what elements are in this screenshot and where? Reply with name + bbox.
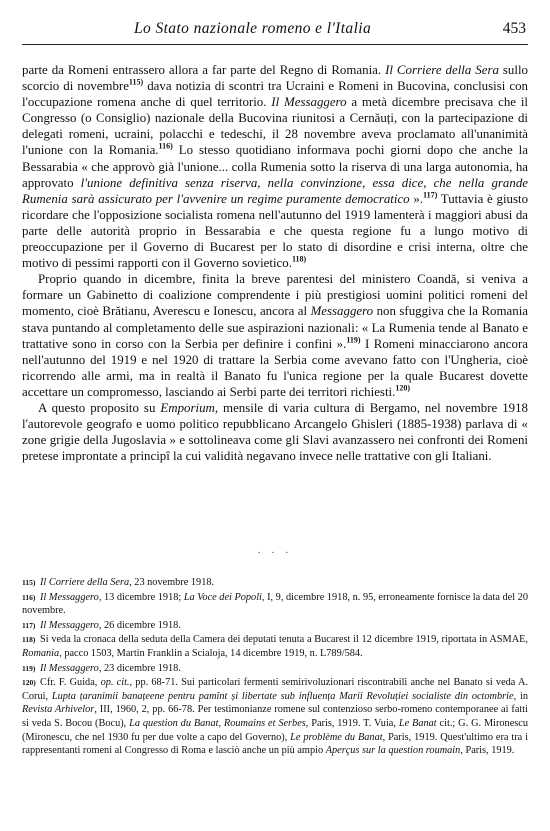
footnote-reference: 118) (291, 254, 307, 264)
text-run: , 13 dicembre 1918; (98, 591, 184, 603)
text-run: Cfr. F. Guida, (40, 677, 101, 689)
text-run: , Paris, 1919. T. Vuia, (305, 717, 399, 729)
text-run: cit.; G. G. Mironescu (Mironescu, che nel 1930 fu per due volte a capo del Governo), (22, 717, 529, 743)
text-run: , Paris, 1919. (460, 745, 515, 757)
footnote-reference: 119) (346, 335, 361, 345)
text-run: ». (409, 191, 424, 206)
text-run: sullo scorcio di novembre (22, 63, 528, 94)
text-run: , 23 novembre 1918. (129, 577, 215, 588)
footnote (22, 633, 528, 660)
italic-text: Emporium (160, 400, 215, 415)
italic-text: La Voce dei Popoli (183, 591, 262, 603)
text-run: , 26 dicembre 1918. (98, 619, 181, 631)
footnote-number: 116) (22, 592, 36, 602)
footnotes (22, 576, 528, 759)
footnote-number: 118) (22, 635, 36, 645)
text-run: Lo stesso quotidiano informava pochi giorni dopo che anche la Bessarabia « che approvò già l'unione... colla Rumenia sotto la riserva di una larga autonomia, ha approvato (22, 143, 528, 190)
text-run: Si veda la cronaca della seduta della Camera dei deputati tenuta a Bucarest il 12 dicembre 1919, riportata in ASMAE, (40, 634, 528, 646)
text-run: a metà dicembre precisava che il Congresso (o Consiglio) nazionale della Bucovina riunitosi a Cernăuți, con la partecipazione di delegati romeni, ucraini, polacchi e tedeschi, il 28 novembre aveva proclamato all'unanimità l'unione con la Romania. (22, 95, 528, 158)
italic-text: La question du Banat, Roumains et Serbes (129, 717, 306, 729)
text-run: , I, 9, dicembre 1918, n. 95, erroneamente fornisce la data del 20 novembre. (22, 591, 528, 617)
footnote-number: 120) (22, 678, 36, 688)
footnote-number: 117) (22, 620, 36, 630)
footnote-reference: 120) (395, 383, 410, 393)
paragraph (22, 271, 528, 400)
italic-text: Lupta țaranimii banațeene pentru pamînt și libertate sub influența Marii Revoluției socialiste din octombrie (51, 690, 514, 702)
italic-text: op. cit. (100, 677, 130, 689)
text-run: , III, 1960, 2, pp. 66-78. Per testimonianze romene sul contenzioso serbo-romeno contemporanee ai fatti si veda S. Bocou (Bocu), (22, 704, 528, 729)
running-title: Lo Stato nazionale romeno e l'Italia (134, 20, 372, 37)
italic-text: Il Messaggero (40, 662, 99, 674)
text-run: I Romeni minacciarono ancora nell'autunno del 1919 e nel 1920 di trattare la Serbia come avevano fatto con l'Ungheria, cioè ricorrendo alle armi, ma in realtà il Banato fu l'unica regione per la quale Bucarest dovette accettare un compromesso, lasciando ai Serbi parte dei territori richiesti. (22, 336, 528, 399)
footnote-number: 115) (22, 578, 36, 587)
italic-text: Il Corriere della Sera (40, 577, 130, 588)
paragraph (22, 400, 528, 464)
running-header (22, 20, 528, 45)
italic-text: Il Corriere della Sera (385, 63, 499, 77)
italic-text: Revista Arhivelor (22, 704, 95, 716)
italic-text: Il Messaggero (40, 619, 99, 631)
italic-text: Messaggero (310, 304, 374, 319)
footnote (22, 576, 528, 590)
paragraph (22, 62, 528, 271)
footnote-number: 119) (22, 663, 36, 673)
italic-text: Romania (22, 647, 60, 659)
italic-text: Il Messaggero (271, 95, 347, 110)
italic-text: l'unione definitiva senza riserva, nella convinzione, essa dice, che nella grande Rumenia sarà assicurato per l'avvenire un regime puramente democratico (22, 175, 528, 206)
footnote (22, 591, 528, 618)
italic-text: Le problème du Banat (290, 731, 383, 743)
text-run: , 23 dicembre 1918. (98, 662, 181, 674)
text-run: dava notizia di scontri tra Ucraini e Romeni in Bucovina, conclusisi con l'occupazione romena anche di quel territorio. (22, 79, 528, 110)
text-run: Tuttavia è giusto ricordare che l'opposizione socialista romena nell'autunno del 1919 lamenterà i maggiori abusi da parte delle autorità proprio in Bessarabia e che questa regione fu a lungo motivo di preoccupazione per il Governo di Bucarest per lo stato di disordine e crisi interna, oltre che motivo di pessimi rapporti con il Governo sovietico. (22, 191, 529, 271)
footnote (22, 619, 528, 633)
text-run: , pp. 68-71. Sui particolari fermenti semirivoluzionari riscontrabili anche nel Banato si veda A. Corui, (22, 677, 529, 702)
footnote-reference: 116) (158, 142, 173, 152)
text-run: , mensile di varia cultura di Bergamo, nel novembre 1918 l'autorevole geografo e uomo politico repubblicano Arcangelo Ghisleri (1885-1938) parlava di « zone grigie della Jugoslavia » e sottolineava come gli Slavi avanzassero nei confronti dei Romeni pretese improntate a principî la cui validità negavano invece nelle trattative con gli Italiani. (22, 400, 528, 464)
italic-text: Aperçus sur la question roumain (325, 745, 461, 757)
text-run: non sfuggiva che la Romania stava puntando al completamento delle sue aspirazioni nazionali: « La Rumenia tende al Banato e trattative sono in corso con la Serbia per definire i confini ». (22, 304, 528, 351)
text-run: A questo proposito su (38, 400, 161, 415)
text-run: , Paris, 1919. Quest'ultimo era tra i rappresentanti romeni al Congresso di Roma e lasciò anche un più ampio (22, 731, 528, 757)
footnote (22, 662, 528, 676)
text-run: Proprio quando in dicembre, finita la breve parentesi del ministero Coandă, si veniva a formare un Gabinetto di coalizione comprendente i più prestigiosi uomini politici romeni del momento, cioè Brătianu, Averescu e Ionescu, ancora al (22, 272, 528, 319)
text-run: parte da Romeni entrassero allora a far parte del Regno di Romania. (22, 63, 386, 77)
text-run: , in (513, 690, 528, 702)
section-ornament: · · · (257, 548, 293, 559)
footnote-reference: 117) (423, 190, 438, 200)
text-run: , pacco 1503, Martin Franklin a Scialoja, 14 dicembre 1919, n. L789/584. (59, 647, 363, 659)
italic-text: Le Banat (398, 717, 437, 729)
page-number: 453 (502, 20, 526, 37)
main-text (22, 62, 528, 464)
italic-text: Il Messaggero (40, 591, 99, 603)
footnote-reference: 115) (128, 77, 144, 87)
footnote (22, 676, 528, 758)
